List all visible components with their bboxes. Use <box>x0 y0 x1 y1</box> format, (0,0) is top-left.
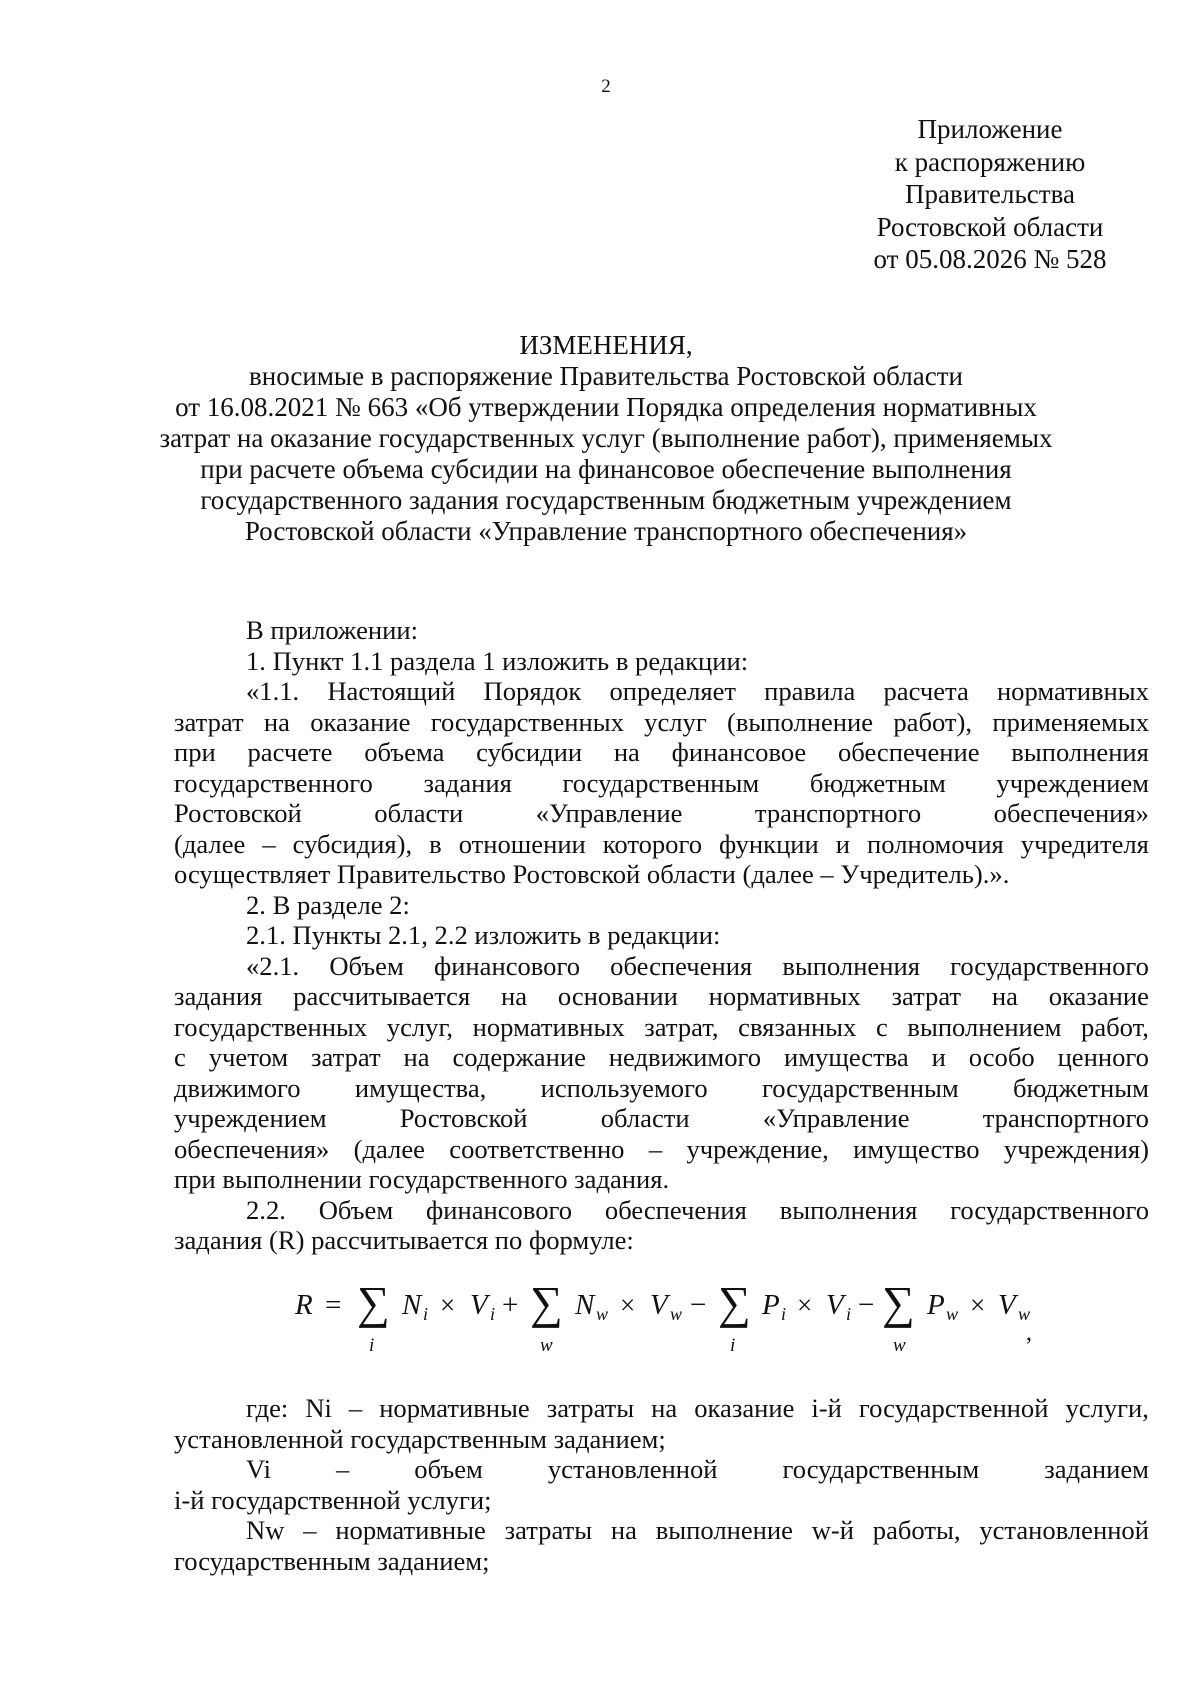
formula-sub-w: w <box>540 1335 553 1356</box>
text-line: государственного задания государственным бюджетным учреждением <box>174 767 1149 798</box>
formula-sub-i: i <box>846 1304 852 1324</box>
formula-sigma: ∑ <box>357 1277 390 1328</box>
formula-sub-w: w <box>1018 1304 1031 1324</box>
text-line: В приложении: <box>246 615 418 645</box>
formula-times: × <box>440 1290 456 1320</box>
text-line: Nw – нормативные затраты на выполнение w-й работы, установленной <box>246 1515 1149 1545</box>
formula-sigma: ∑ <box>882 1277 915 1328</box>
formula-sub-w: w <box>946 1304 959 1324</box>
formula-V: V <box>826 1289 844 1321</box>
formula-sub-i: i <box>423 1304 429 1324</box>
text-line: задания (R) рассчитывается по формуле: <box>174 1225 634 1255</box>
text-line: i-й государственной услуги; <box>174 1484 492 1515</box>
title-line: Ростовской области «Управление транспортного обеспечения» <box>244 516 968 546</box>
title-line: при расчете объема субсидии на финансовое обеспечение выполнения <box>200 454 1012 484</box>
formula-sub-i: i <box>490 1304 496 1324</box>
appendix-line: Приложение <box>917 114 1063 144</box>
formula-N: N <box>402 1289 422 1321</box>
appendix-line: к распоряжению <box>894 146 1086 177</box>
formula-comma: , <box>1026 1320 1032 1346</box>
text-line: Ростовской области «Управление транспортного обеспечения» <box>174 798 1149 828</box>
text-line: учреждением Ростовской области «Управление транспортного <box>174 1103 1149 1133</box>
text-line: «2.1. Объем финансового обеспечения выполнения государственного <box>246 950 1149 981</box>
text-line: 2.2. Объем финансового обеспечения выполнения государственного <box>246 1194 1149 1225</box>
title-heading: ИЗМЕНЕНИЯ, <box>519 330 693 360</box>
text-line: 1. Пункт 1.1 раздела 1 изложить в редакции: <box>246 645 749 676</box>
formula-eq: = <box>325 1289 342 1321</box>
text-line: затрат на оказание государственных услуг (выполнение работ), применяемых <box>174 706 1149 737</box>
formula-sub-i: i <box>730 1335 736 1356</box>
formula-sub-w: w <box>893 1335 906 1356</box>
formula <box>290 1276 1080 1356</box>
text-line: осуществляет Правительство Ростовской области (далее – Учредитель).». <box>174 859 1010 889</box>
text-line: движимого имущества, используемого государственным бюджетным <box>174 1072 1149 1103</box>
formula-P: P <box>927 1289 945 1321</box>
formula-sub-w: w <box>670 1304 683 1324</box>
title-line: затрат на оказание государственных услуг (выполнение работ), применяемых <box>159 423 1053 453</box>
text-line: при расчете объема субсидии на финансовое обеспечение выполнения <box>174 737 1149 767</box>
appendix-line: Правительства <box>905 179 1075 209</box>
formula-sub-w: w <box>596 1304 609 1324</box>
formula-V: V <box>998 1289 1016 1321</box>
formula-V: V <box>470 1289 488 1321</box>
text-line: где: Ni – нормативные затраты на оказание i-й государственной услуги, <box>246 1393 1149 1423</box>
formula-svg <box>290 1276 1080 1356</box>
body-text-block-2 <box>174 1393 1149 1576</box>
formula-sub-i: i <box>369 1335 375 1356</box>
document-title <box>0 330 1200 547</box>
formula-sigma: ∑ <box>718 1277 751 1328</box>
formula-N: N <box>575 1289 595 1321</box>
text-line: задания рассчитывается на основании нормативных затрат на оказание <box>174 981 1149 1011</box>
appendix-block <box>820 113 1160 276</box>
formula-P: P <box>762 1289 780 1321</box>
title-line: государственного задания государственным бюджетным учреждением <box>200 485 1012 515</box>
text-line: обеспечения» (далее соответственно – учреждение, имущество учреждения) <box>174 1133 1149 1164</box>
formula-sigma: ∑ <box>530 1277 563 1328</box>
text-line: Vi – объем установленной государственным заданием <box>246 1454 1149 1484</box>
formula-R: R <box>295 1289 313 1321</box>
title-line: от 16.08.2021 № 663 «Об утверждении Порядка определения нормативных <box>175 392 1037 422</box>
page-number: 2 <box>601 76 611 97</box>
formula-times: × <box>970 1290 986 1320</box>
formula-times: × <box>620 1290 636 1320</box>
text-line: установленной государственным заданием; <box>174 1423 666 1454</box>
text-line: 2. В разделе 2: <box>246 889 410 920</box>
title-line: вносимые в распоряжение Правительства Ростовской области <box>249 361 963 391</box>
text-line: «1.1. Настоящий Порядок определяет правила расчета нормативных <box>246 676 1149 706</box>
body-text-block-1 <box>174 615 1149 1256</box>
formula-sub-i: i <box>781 1304 787 1324</box>
formula-plus: + <box>502 1289 519 1321</box>
text-line: при выполнении государственного задания. <box>174 1164 670 1194</box>
text-line: 2.1. Пункты 2.1, 2.2 изложить в редакции: <box>246 920 721 950</box>
text-line: государственным заданием; <box>174 1545 490 1576</box>
formula-V: V <box>650 1289 668 1321</box>
text-line: (далее – субсидия), в отношении которого функции и полномочия учредителя <box>174 828 1149 859</box>
formula-minus: − <box>690 1289 707 1321</box>
text-line: государственных услуг, нормативных затрат, связанных с выполнением работ, <box>174 1011 1149 1042</box>
text-line: с учетом затрат на содержание недвижимого имущества и особо ценного <box>174 1042 1149 1072</box>
appendix-line: Ростовской области <box>876 211 1104 242</box>
formula-minus: − <box>858 1289 875 1321</box>
formula-times: × <box>797 1290 813 1320</box>
appendix-line: от 05.08.2026 № 528 <box>873 244 1107 274</box>
